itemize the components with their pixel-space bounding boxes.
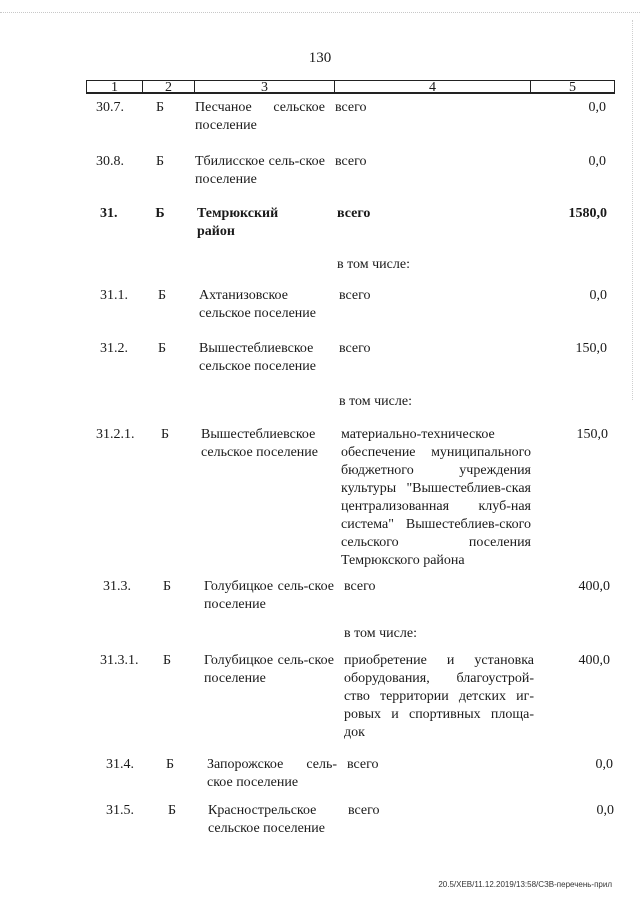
row-category: Б — [160, 427, 170, 442]
row-amount: 0,0 — [589, 288, 607, 303]
row-purpose: всего — [344, 579, 376, 594]
scan-artifact-right — [632, 20, 634, 400]
row-number: 30.8. — [96, 154, 124, 169]
row-name: Тбилисское сель-ское поселение — [195, 154, 325, 187]
row-amount: 400,0 — [578, 653, 610, 668]
row-category: Б — [165, 757, 175, 772]
row-number: 31. — [100, 206, 118, 221]
row-amount: 0,0 — [588, 154, 606, 169]
header-col-4: 4 — [334, 81, 530, 92]
row-name: Голубицкое сель-ское поселение — [204, 653, 334, 686]
row-purpose: всего — [337, 206, 371, 221]
header-col-1: 1 — [111, 80, 118, 95]
row-name: Вышестеблиевское сельское поселение — [201, 427, 318, 460]
row-purpose: всего — [339, 341, 371, 356]
row-amount: 150,0 — [575, 341, 607, 356]
row-amount: 0,0 — [588, 100, 606, 115]
subhead-including: в том числе: — [344, 626, 417, 641]
row-purpose: всего — [347, 757, 379, 772]
row-name: Голубицкое сель-ское поселение — [204, 579, 334, 612]
row-category: Б — [155, 154, 165, 169]
row-amount: 0,0 — [596, 803, 614, 818]
row-amount: 1580,0 — [568, 206, 607, 221]
row-category: Б — [155, 206, 165, 221]
row-purpose: приобретение и установка оборудования, благоустрой-ство территории детских иг-ровых и спортивных площа-док — [344, 653, 534, 740]
subhead-including: в том числе: — [339, 394, 412, 409]
row-number: 31.3. — [103, 579, 131, 594]
row-number: 31.2.1. — [96, 427, 135, 442]
row-category: Б — [157, 341, 167, 356]
table-header-row — [86, 80, 615, 94]
footer-code: 20.5/XEB/11.12.2019/13:58/СЗВ-перечень-прил — [438, 880, 612, 889]
row-number: 31.3.1. — [100, 653, 139, 668]
row-number: 31.5. — [106, 803, 134, 818]
row-number: 31.1. — [100, 288, 128, 303]
row-name: Ахтанизовское сельское поселение — [199, 288, 316, 321]
row-amount: 400,0 — [578, 579, 610, 594]
row-number: 31.4. — [106, 757, 134, 772]
subhead-including: в том числе: — [337, 257, 410, 272]
row-category: Б — [162, 653, 172, 668]
row-category: Б — [162, 579, 172, 594]
row-category: Б — [155, 100, 165, 115]
row-purpose: всего — [339, 288, 371, 303]
row-name: Темрюкский район — [197, 206, 279, 239]
row-purpose: материально-техническое обеспечение муниципального бюджетного учреждения культуры "Вышестеблиев-ская централизованная клуб-ная система" Вышестеблиев-ского сельского поселения Темрюкского района — [341, 427, 531, 568]
row-amount: 0,0 — [595, 757, 613, 772]
row-purpose: всего — [335, 154, 367, 169]
row-name: Запорожское сель-ское поселение — [207, 757, 337, 790]
row-purpose: всего — [348, 803, 380, 818]
header-col-2: 2 — [142, 81, 194, 92]
row-amount: 150,0 — [576, 427, 608, 442]
page-number: 130 — [308, 50, 332, 66]
row-number: 31.2. — [100, 341, 128, 356]
row-name: Песчаное сельское поселение — [195, 100, 325, 133]
row-category: Б — [157, 288, 167, 303]
row-name: Краснострельское сельское поселение — [208, 803, 325, 836]
header-col-3: 3 — [194, 81, 334, 92]
header-col-5: 5 — [530, 81, 614, 92]
scan-artifact-top — [0, 0, 640, 13]
row-category: Б — [167, 803, 177, 818]
row-purpose: всего — [335, 100, 367, 115]
row-name: Вышестеблиевское сельское поселение — [199, 341, 316, 374]
row-number: 30.7. — [96, 100, 124, 115]
